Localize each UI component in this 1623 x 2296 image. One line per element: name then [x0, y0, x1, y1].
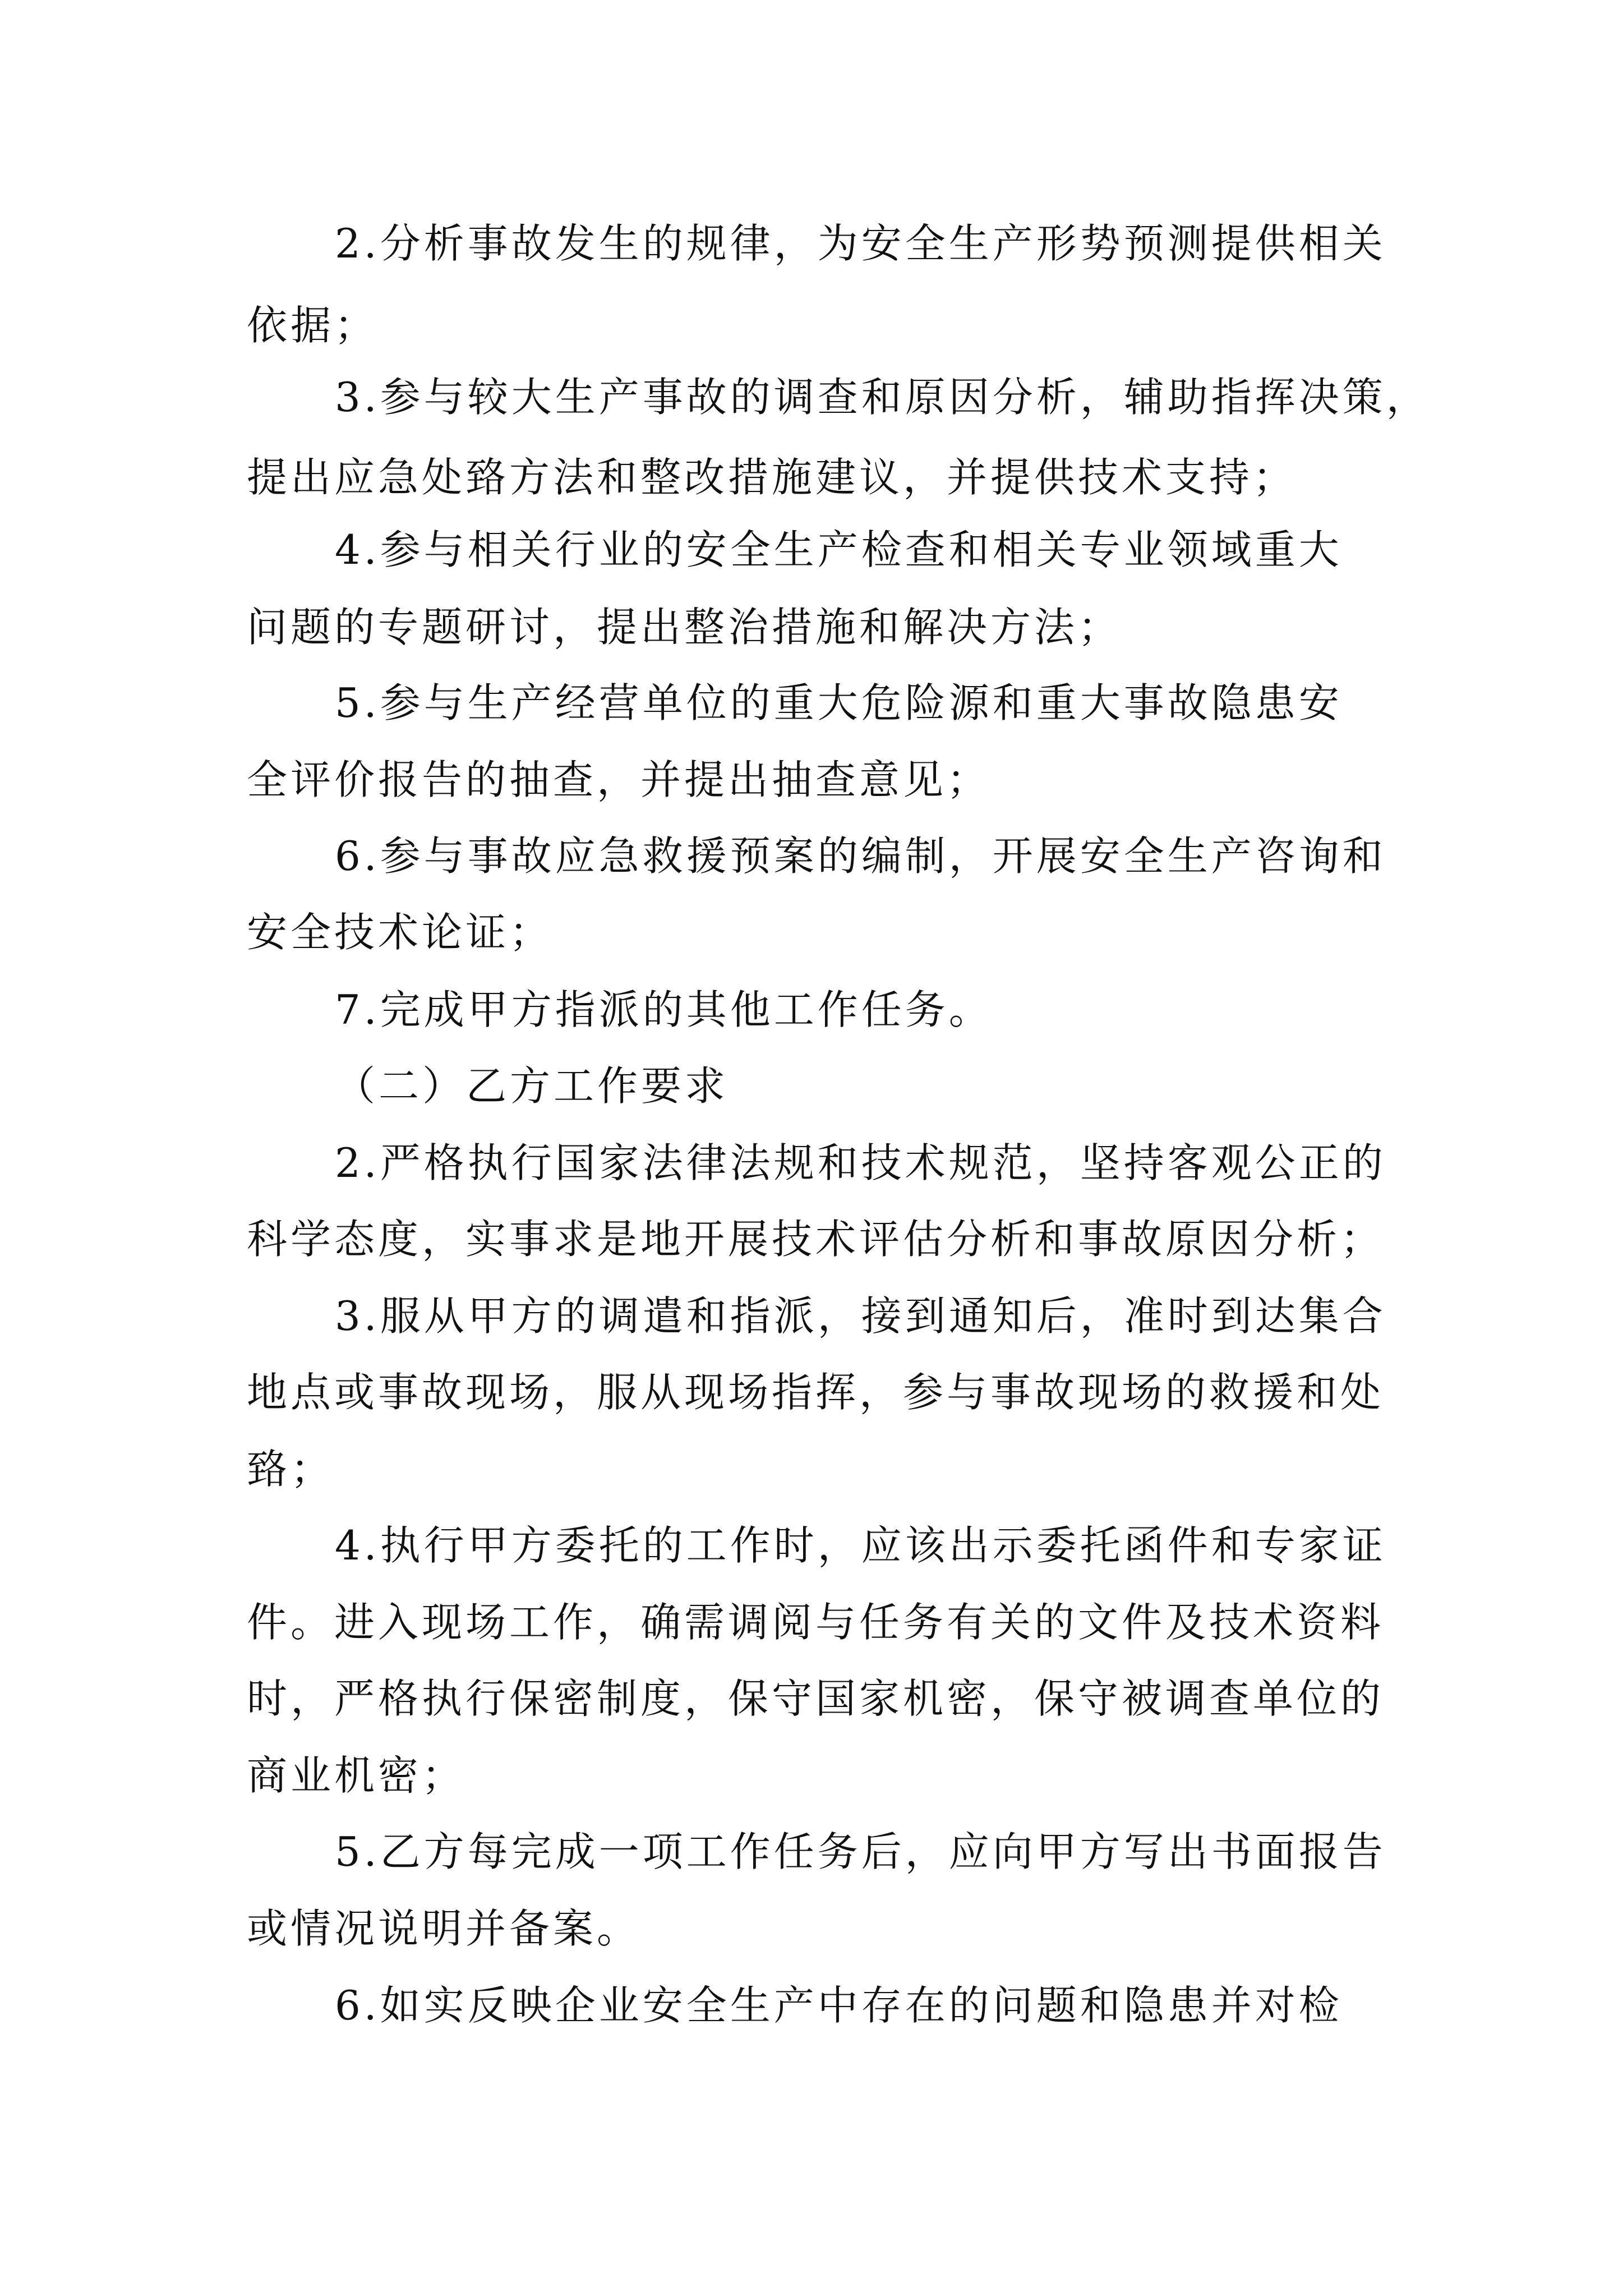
text-line: 依据； — [247, 302, 379, 349]
text-line: 科学态度，实事求是地开展技术评估分析和事故原因分析； — [247, 1216, 1385, 1263]
text-line: 时，严格执行保密制度，保守国家机密，保守被调查单位的 — [247, 1675, 1385, 1722]
text-line: 地点或事故现场，服从现场指挥，参与事故现场的救援和处 — [247, 1369, 1385, 1416]
text-line: 5.参与生产经营单位的重大危险源和重大事故隐患安 — [335, 679, 1343, 726]
text-line: 2.严格执行国家法律法规和技术规范，坚持客观公正的 — [335, 1139, 1386, 1186]
text-line: 3.参与较大生产事故的调查和原因分析，辅助指挥决策， — [335, 374, 1430, 421]
text-line: 4.参与相关行业的安全生产检查和相关专业领域重大 — [335, 526, 1343, 573]
text-line: 6.参与事故应急救援预案的编制，开展安全生产咨询和 — [335, 832, 1386, 880]
text-line: 全评价报告的抽查，并提出抽查意见； — [247, 756, 991, 803]
section-heading: （二）乙方工作要求 — [335, 1062, 729, 1110]
text-line: 2.分析事故发生的规律，为安全生产形势预测提供相关 — [335, 220, 1386, 267]
text-line: 臵； — [247, 1446, 335, 1493]
text-line: 5.乙方每完成一项工作任务后，应向甲方写出书面报告 — [335, 1828, 1386, 1875]
text-line: 问题的专题研讨，提出整治措施和解决方法； — [247, 604, 1122, 651]
text-line: 件。进入现场工作，确需调阅与任务有关的文件及技术资料 — [247, 1599, 1385, 1646]
text-line: 3.服从甲方的调遣和指派，接到通知后，准时到达集合 — [335, 1292, 1386, 1340]
text-line: 6.如实反映企业安全生产中存在的问题和隐患并对检 — [335, 1982, 1343, 2029]
text-line: 提出应急处臵方法和整改措施建议，并提供技术支持； — [247, 454, 1297, 501]
text-line: 安全技术论证； — [247, 909, 554, 956]
text-line: 商业机密； — [247, 1752, 466, 1799]
text-line: 4.执行甲方委托的工作时，应该出示委托函件和专家证 — [335, 1522, 1386, 1569]
text-line: 7.完成甲方指派的其他工作任务。 — [335, 986, 993, 1033]
text-line: 或情况说明并备案。 — [247, 1905, 641, 1952]
